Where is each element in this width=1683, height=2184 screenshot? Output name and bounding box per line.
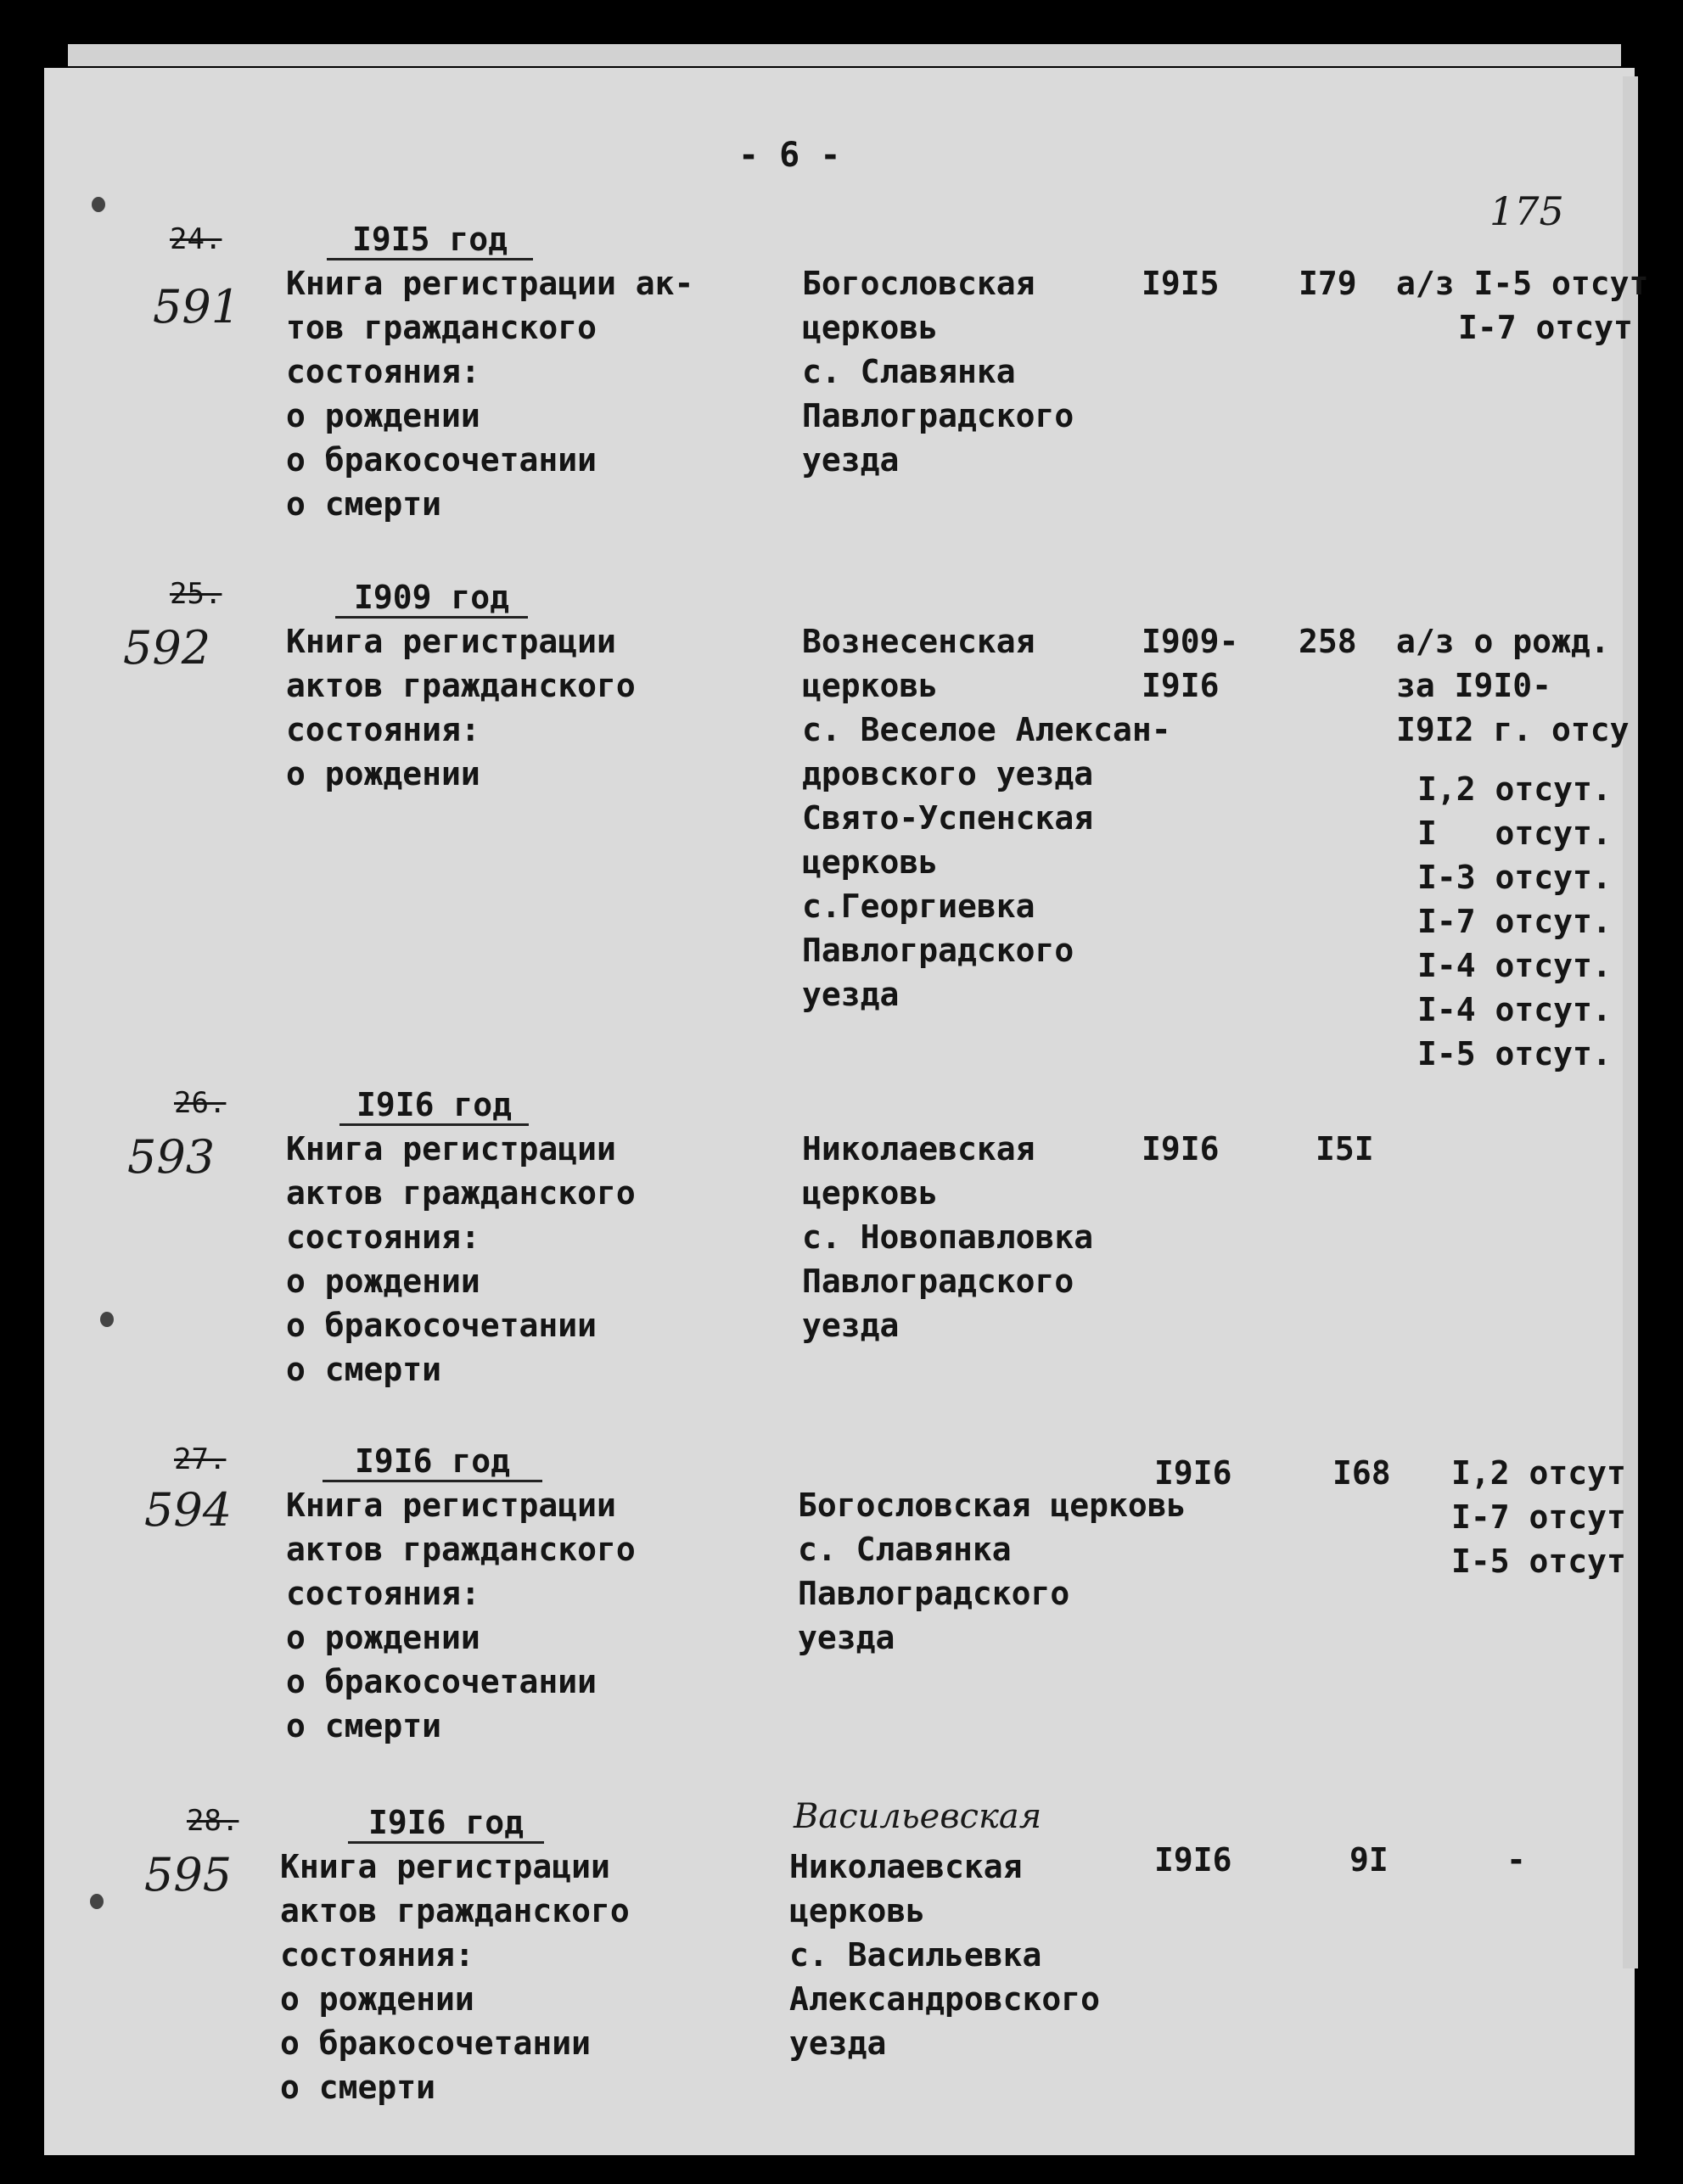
old-number: 28. — [187, 1804, 239, 1838]
fund-line: Свято-Успенская — [802, 799, 1094, 837]
fund-line: уезда — [798, 1619, 895, 1656]
fund-line: уезда — [789, 2024, 887, 2062]
new-number: 594 — [144, 1483, 233, 1537]
fund-line: с.Георгиевка — [802, 888, 1035, 925]
new-number: 595 — [144, 1848, 233, 1901]
note-line: I отсут. — [1417, 815, 1612, 852]
handwritten-correction: Васильевская — [794, 1797, 1042, 1836]
note-line: I9I2 г. отсу — [1396, 711, 1630, 748]
date-range: I909- — [1142, 623, 1239, 660]
sheet-count: 258 — [1299, 623, 1357, 660]
title-line: о бракосочетании — [286, 1663, 597, 1700]
new-number: 591 — [153, 280, 241, 333]
note-line: за I9I0- — [1396, 667, 1552, 704]
fund-line: с. Новопавловка — [802, 1218, 1094, 1256]
note-line: I,2 отсут — [1451, 1454, 1626, 1492]
old-number: 27. — [174, 1442, 227, 1476]
date-range: I9I5 — [1142, 265, 1220, 302]
fund-line: уезда — [802, 976, 900, 1013]
title-line: Книга регистрации — [286, 1130, 616, 1168]
paper-edge-right — [1623, 76, 1638, 1968]
title-line: о бракосочетании — [286, 441, 597, 479]
date-range: I9I6 — [1142, 1130, 1220, 1168]
year-heading: I909 год — [335, 579, 528, 619]
date-range: I9I6 — [1154, 1841, 1232, 1879]
page-number: - 6 - — [738, 136, 841, 175]
old-number: 24. — [170, 222, 222, 256]
fund-line: церковь — [802, 667, 939, 704]
title-line: о рождении — [286, 1619, 480, 1656]
year-heading: I9I6 год — [323, 1442, 542, 1482]
sheet-count: I68 — [1332, 1454, 1391, 1492]
fund-line: церковь — [789, 1892, 926, 1929]
fund-line: с. Славянка — [802, 353, 1016, 390]
year-heading: I9I6 год — [348, 1804, 544, 1844]
title-line: состояния: — [280, 1936, 474, 1974]
fund-line: Николаевская — [789, 1848, 1023, 1885]
year-heading: I9I6 год — [339, 1086, 529, 1126]
note-line: I-4 отсут. — [1417, 947, 1612, 984]
note-line: I-3 отсут. — [1417, 859, 1612, 896]
sheet-count: I79 — [1299, 265, 1357, 302]
title-line: Книга регистрации — [286, 623, 616, 660]
fund-line: с. Веселое Алексан- — [802, 711, 1171, 748]
fund-line: уезда — [802, 1307, 900, 1344]
note-line: а/з I-5 отсут — [1396, 265, 1649, 302]
fund-line: с. Васильевка — [789, 1936, 1042, 1974]
sheet-count: 9I — [1349, 1841, 1388, 1879]
title-line: состояния: — [286, 1575, 480, 1612]
fund-line: Александровского — [789, 1980, 1101, 2018]
punch-hole — [90, 1894, 104, 1909]
fund-line: церковь — [802, 309, 939, 346]
title-line: актов гражданского — [286, 1174, 636, 1212]
date-range: I9I6 — [1154, 1454, 1232, 1492]
title-line: состояния: — [286, 711, 480, 748]
title-line: Книга регистрации — [286, 1487, 616, 1524]
fund-line: Николаевская — [802, 1130, 1035, 1168]
title-line: о рождении — [286, 1263, 480, 1300]
punch-hole — [100, 1312, 114, 1327]
title-line: Книга регистрации ак- — [286, 265, 694, 302]
fund-line: Богословская — [802, 265, 1035, 302]
paper-edge-top — [68, 44, 1621, 66]
title-line: о рождении — [286, 755, 480, 792]
title-line: о рождении — [280, 1980, 474, 2018]
fund-line: церковь — [802, 1174, 939, 1212]
new-number: 593 — [127, 1130, 216, 1184]
note-line: I-5 отсут. — [1417, 1035, 1612, 1072]
note-line: I-4 отсут. — [1417, 991, 1612, 1028]
note-line: I-5 отсут — [1451, 1543, 1626, 1580]
title-line: актов гражданского — [286, 1531, 636, 1568]
title-line: о бракосочетании — [286, 1307, 597, 1344]
note-line: I-7 отсут — [1458, 309, 1633, 346]
title-line: актов гражданского — [286, 667, 636, 704]
corner-mark: 175 — [1489, 188, 1564, 234]
title-line: Книга регистрации — [280, 1848, 610, 1885]
punch-hole — [92, 197, 105, 212]
title-line: актов гражданского — [280, 1892, 630, 1929]
date-range: I9I6 — [1142, 667, 1220, 704]
note-line: I,2 отсут. — [1417, 770, 1612, 808]
note-line: I-7 отсут. — [1417, 903, 1612, 940]
title-line: о рождении — [286, 397, 480, 434]
title-line: о смерти — [286, 1707, 442, 1744]
year-heading: I9I5 год — [327, 221, 533, 260]
title-line: о смерти — [286, 1351, 442, 1388]
fund-line: Вознесенская — [802, 623, 1035, 660]
title-line: о бракосочетании — [280, 2024, 592, 2062]
note-line: - — [1506, 1841, 1526, 1879]
old-number: 25. — [170, 577, 222, 611]
fund-line: дровского уезда — [802, 755, 1094, 792]
fund-line: Павлоградского — [802, 397, 1074, 434]
title-line: о смерти — [286, 485, 442, 523]
title-line: тов гражданского — [286, 309, 597, 346]
fund-line: с. Славянка — [798, 1531, 1012, 1568]
fund-line: Богословская церковь — [798, 1487, 1187, 1524]
fund-line: уезда — [802, 441, 900, 479]
fund-line: церковь — [802, 843, 939, 881]
note-line: I-7 отсут — [1451, 1498, 1626, 1536]
fund-line: Павлоградского — [802, 1263, 1074, 1300]
note-line: а/з о рожд. — [1396, 623, 1610, 660]
title-line: о смерти — [280, 2069, 436, 2106]
sheet-count: I5I — [1316, 1130, 1374, 1168]
new-number: 592 — [123, 621, 211, 675]
old-number: 26. — [174, 1086, 227, 1120]
title-line: состояния: — [286, 353, 480, 390]
title-line: состояния: — [286, 1218, 480, 1256]
fund-line: Павлоградского — [798, 1575, 1070, 1612]
fund-line: Павлоградского — [802, 932, 1074, 969]
